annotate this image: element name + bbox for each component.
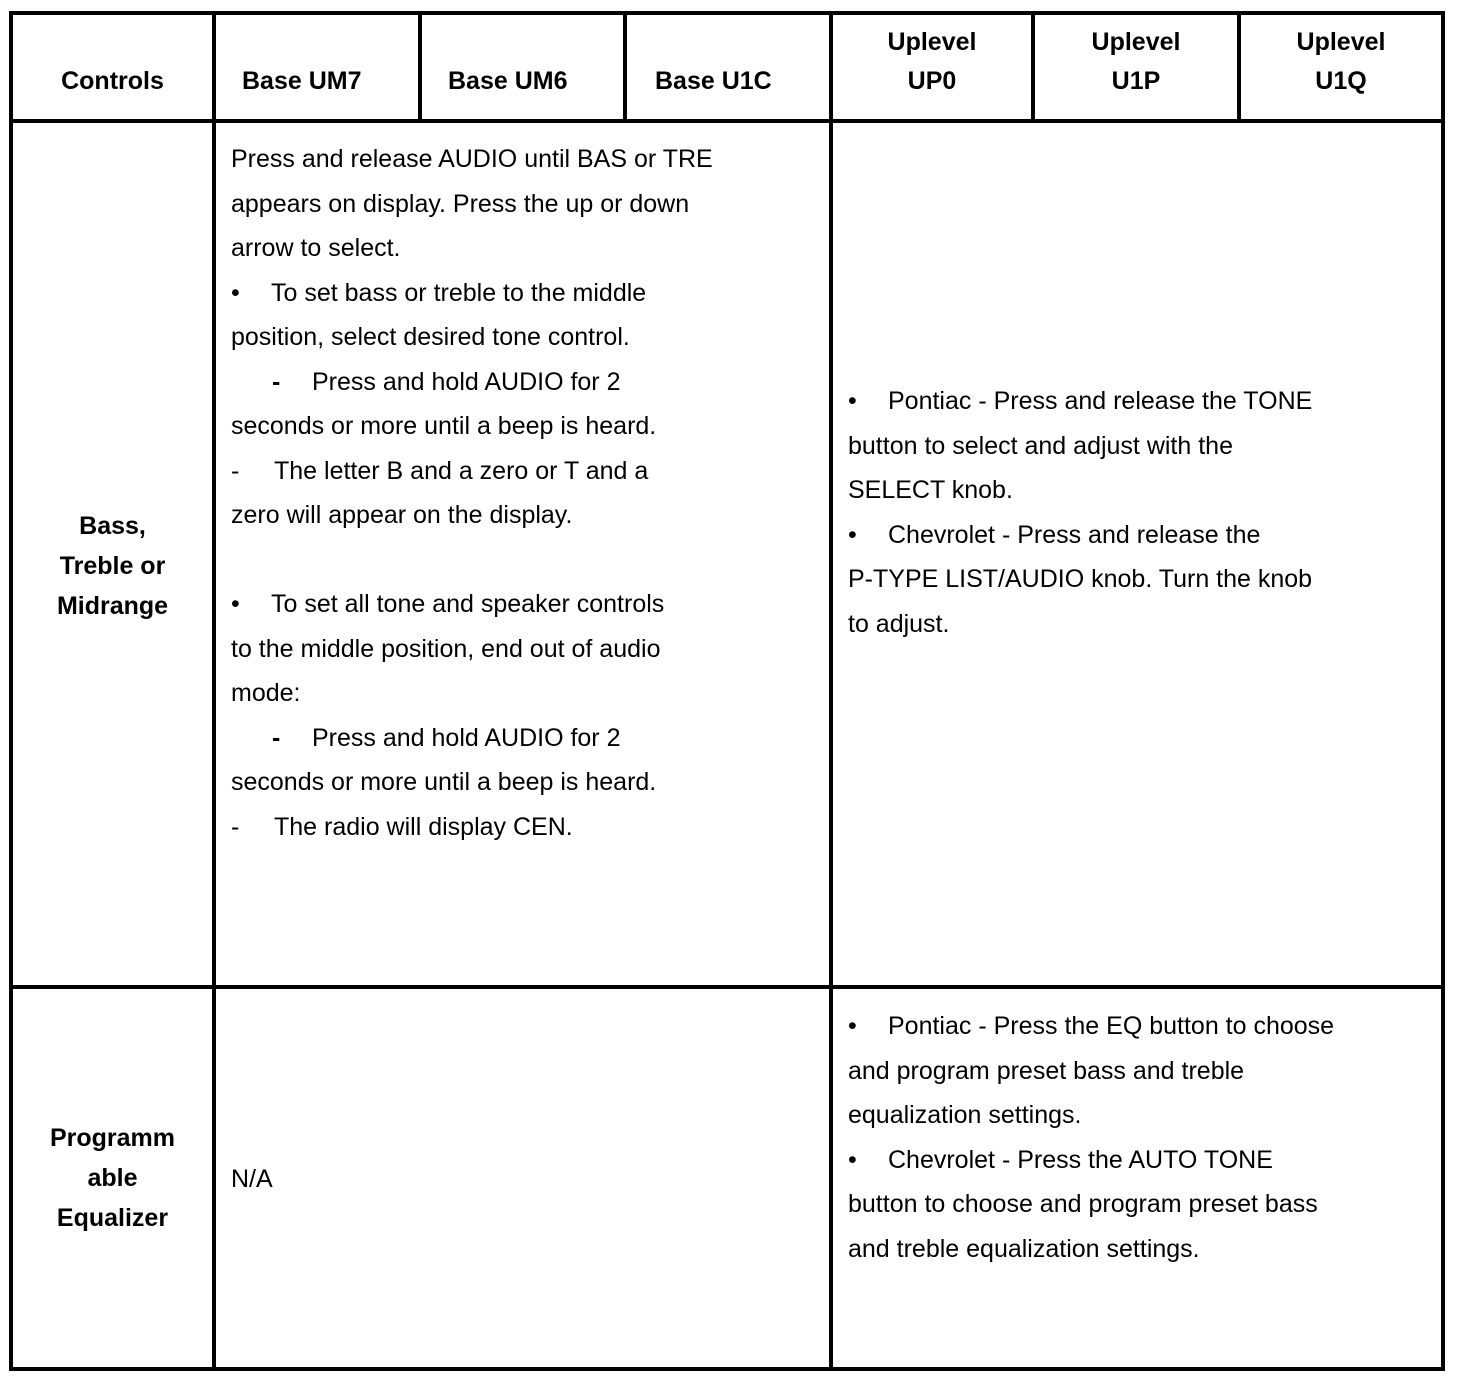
text-line: zero will appear on the display.: [231, 501, 573, 529]
row-label-line: Bass,: [79, 512, 146, 540]
column-divider: [418, 11, 422, 123]
bullet-line: [231, 582, 821, 627]
row-label-line: Midrange: [56, 592, 169, 620]
text-line: position, select desired tone control.: [231, 323, 630, 351]
bullet-text: Pontiac - Press and release the TONE: [888, 387, 1313, 415]
text-line: seconds or more until a beep is heard.: [231, 768, 657, 796]
dash-text: Press and hold AUDIO for 2: [312, 723, 621, 752]
header-controls: [13, 15, 212, 119]
header-uplevel-u1q-line2: U1Q: [1315, 67, 1367, 95]
header-uplevel-u1q: [1241, 15, 1441, 119]
dash-marker: -: [231, 456, 240, 485]
row-label-line: Treble or: [59, 552, 166, 580]
uplevel-instructions-bass-treble: [848, 379, 1438, 646]
text-line: and program preset bass and treble: [848, 1056, 1245, 1085]
dash-text: The letter B and a zero or T and a: [274, 456, 649, 485]
base-instructions-bass-treble: [231, 137, 821, 849]
text-line: button to choose and program preset bass: [848, 1190, 1318, 1218]
bullet-marker: •: [231, 590, 240, 618]
text-line: mode:: [231, 679, 301, 707]
header-base-u1c-text: Base U1C: [655, 67, 772, 95]
row-divider: [9, 985, 1445, 989]
dash-line: [231, 449, 821, 494]
sub-dash-line: [231, 716, 821, 761]
blank-line: [231, 538, 821, 583]
bullet-text: Pontiac - Press the EQ button to choose: [888, 1012, 1335, 1040]
bullet-line: [848, 1004, 1438, 1049]
header-base-u1c: [655, 15, 829, 119]
row-label-programmable-equalizer: [13, 989, 212, 1367]
header-uplevel-u1q-line1: Uplevel: [1296, 28, 1386, 56]
row-label-line: Equalizer: [56, 1204, 169, 1232]
text-line: SELECT knob.: [848, 476, 1013, 504]
text-line: seconds or more until a beep is heard.: [231, 412, 657, 440]
bullet-marker: •: [848, 1012, 857, 1040]
bullet-marker: •: [848, 387, 857, 415]
header-uplevel-up0-line2: UP0: [907, 67, 957, 95]
header-uplevel-u1p-line2: U1P: [1111, 67, 1161, 95]
text-line: to adjust.: [848, 609, 950, 638]
header-divider: [9, 119, 1445, 123]
header-uplevel-up0: [833, 15, 1031, 119]
bullet-marker: •: [848, 1145, 857, 1174]
header-uplevel-up0-line1: Uplevel: [887, 28, 977, 56]
header-controls-text: Controls: [61, 67, 164, 95]
header-uplevel-u1p-line1: Uplevel: [1091, 28, 1181, 56]
bullet-line: [848, 1138, 1438, 1183]
header-uplevel-u1p: [1035, 15, 1237, 119]
text-line: and treble equalization settings.: [848, 1234, 1200, 1263]
header-base-um7: [242, 15, 418, 119]
dash-text: The radio will display CEN.: [274, 812, 573, 841]
text-line: appears on display. Press the up or down: [231, 189, 690, 218]
dash-marker: -: [272, 723, 281, 752]
column-divider: [829, 11, 833, 1371]
na-text: N/A: [231, 1165, 273, 1193]
base-equalizer-value: [231, 1157, 821, 1202]
dash-line: [231, 805, 821, 850]
row-label-line: able: [87, 1164, 138, 1192]
bullet-marker: •: [848, 520, 857, 549]
bullet-text: To set bass or treble to the middle: [271, 278, 647, 307]
bullet-text: Chevrolet - Press and release the: [888, 520, 1261, 549]
bullet-text: Chevrolet - Press the AUTO TONE: [888, 1145, 1273, 1174]
text-line: equalization settings.: [848, 1101, 1082, 1129]
text-line: to the middle position, end out of audio: [231, 634, 661, 663]
text-line: arrow to select.: [231, 234, 401, 262]
row-label-bass-treble: [13, 123, 212, 985]
table-border-right: [1441, 11, 1445, 1371]
column-divider: [623, 11, 627, 123]
dash-marker: -: [272, 367, 281, 396]
sub-dash-line: [231, 360, 821, 405]
text-line: button to select and adjust with the: [848, 431, 1233, 460]
uplevel-instructions-equalizer: [848, 1004, 1438, 1271]
bullet-line: [848, 513, 1438, 558]
bullet-line: [848, 379, 1438, 424]
header-base-um6: [448, 15, 623, 119]
header-base-um7-text: Base UM7: [242, 67, 362, 95]
column-divider: [212, 11, 216, 1371]
row-label-line: Programm: [49, 1124, 176, 1152]
bullet-text: To set all tone and speaker controls: [271, 590, 665, 618]
header-base-um6-text: Base UM6: [448, 67, 568, 95]
table-border-bottom: [9, 1367, 1445, 1371]
bullet-line: [231, 271, 821, 316]
text-line: P-TYPE LIST/AUDIO knob. Turn the knob: [848, 565, 1313, 593]
text-line: Press and release AUDIO until BAS or TRE: [231, 145, 713, 173]
dash-text: Press and hold AUDIO for 2: [312, 367, 621, 396]
bullet-marker: •: [231, 278, 240, 307]
dash-marker: -: [231, 812, 240, 841]
